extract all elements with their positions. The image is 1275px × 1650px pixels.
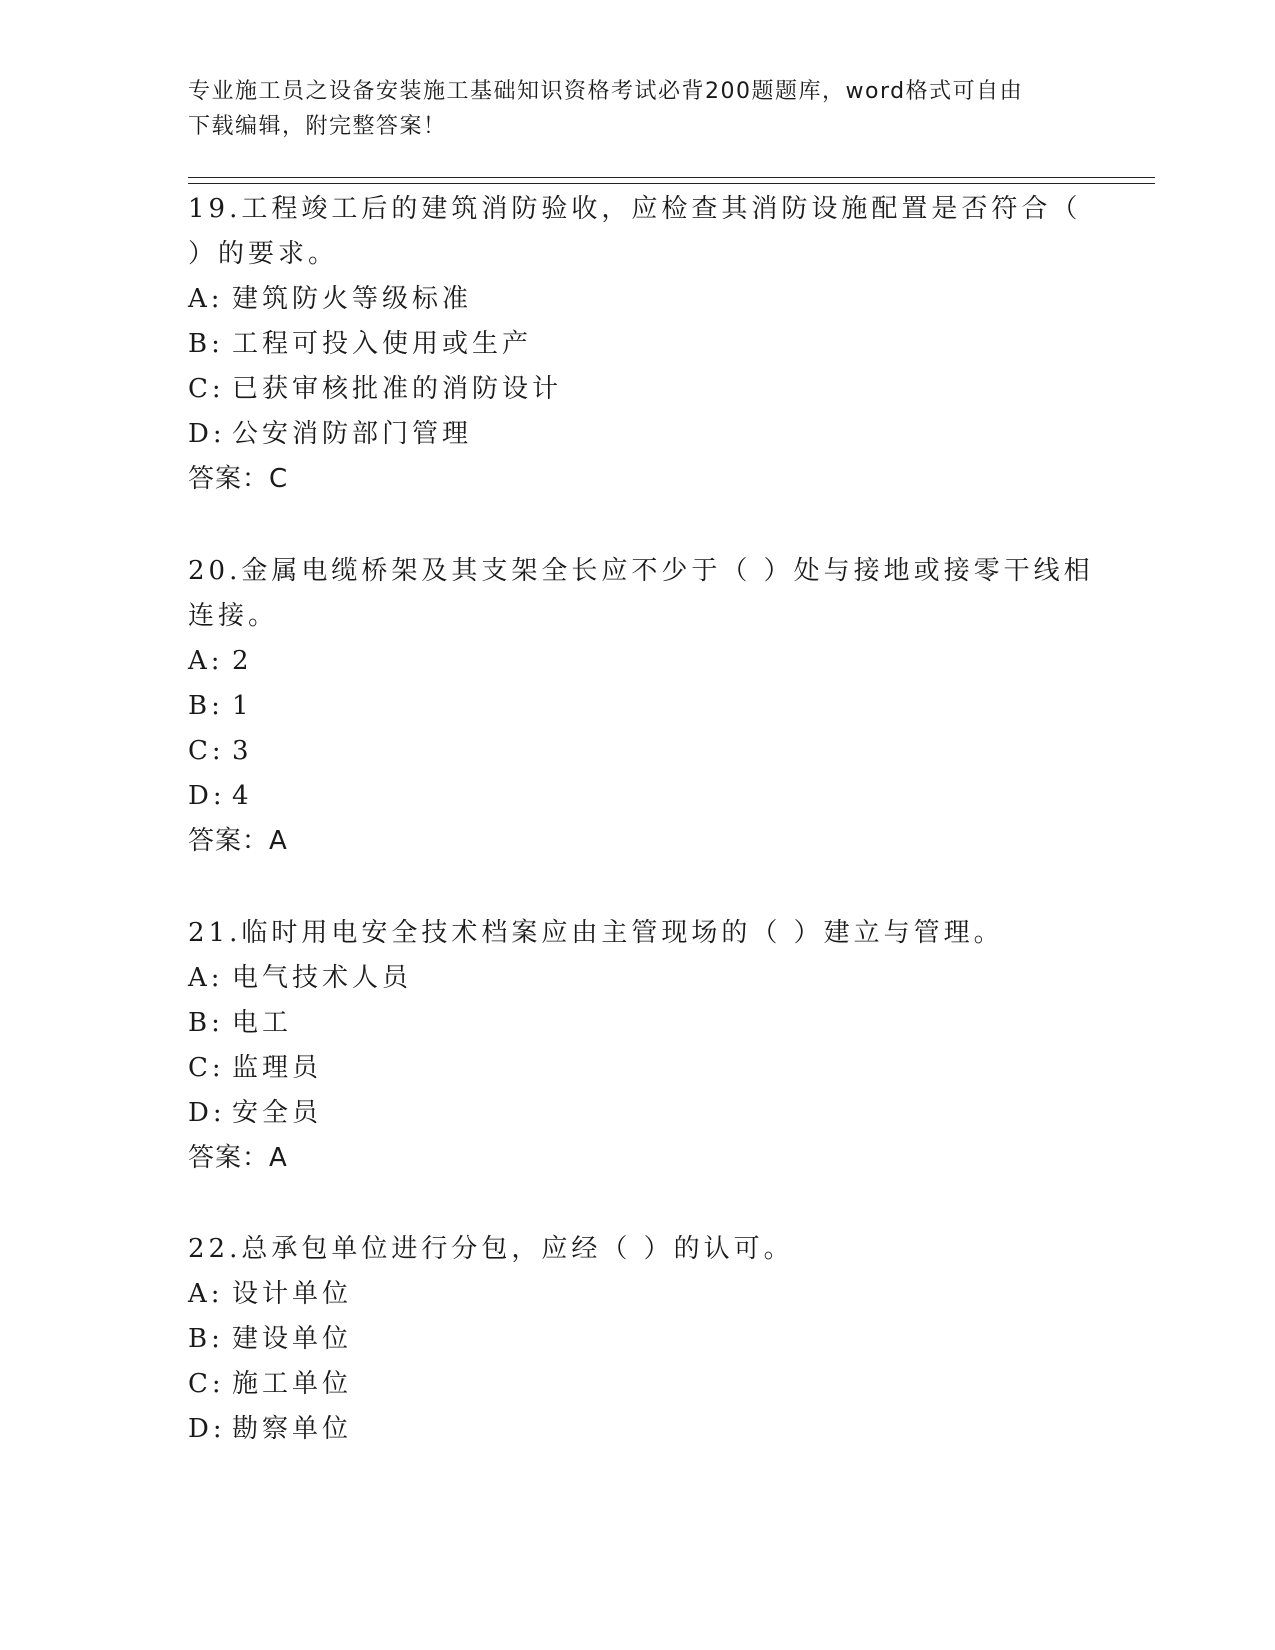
option-c bbox=[188, 1046, 1108, 1091]
option-b bbox=[188, 1001, 1108, 1046]
document-header bbox=[188, 74, 1088, 144]
option-text: 3 bbox=[232, 736, 253, 766]
option-letter: B: bbox=[188, 329, 224, 359]
option-text: 公安消防部门管理 bbox=[232, 419, 473, 449]
option-c bbox=[188, 367, 1108, 412]
option-text: 工程可投入使用或生产 bbox=[232, 329, 533, 359]
option-text: 安全员 bbox=[232, 1098, 323, 1128]
option-b bbox=[188, 684, 1108, 729]
option-text: 已获审核批准的消防设计 bbox=[232, 374, 563, 404]
option-c bbox=[188, 1362, 1108, 1407]
question-22 bbox=[188, 1227, 1108, 1452]
option-letter: C: bbox=[188, 1053, 225, 1083]
option-text: 建筑防火等级标准 bbox=[232, 284, 473, 314]
answer-label: 答案：C bbox=[188, 464, 289, 494]
option-c bbox=[188, 729, 1108, 774]
question-20 bbox=[188, 549, 1108, 864]
option-letter: D: bbox=[188, 1414, 226, 1444]
option-letter: A: bbox=[188, 1279, 224, 1309]
question-stem-line: 21.临时用电安全技术档案应由主管现场的（ ）建立与管理。 bbox=[188, 918, 1004, 948]
question-21 bbox=[188, 911, 1108, 1181]
header-divider-top bbox=[188, 177, 1155, 178]
question-stem-line: 连接。 bbox=[188, 601, 279, 631]
option-d bbox=[188, 774, 1108, 819]
question-stem-line: 19.工程竣工后的建筑消防验收，应检查其消防设施配置是否符合（ bbox=[188, 194, 1082, 224]
option-a bbox=[188, 277, 1108, 322]
option-text: 勘察单位 bbox=[232, 1414, 353, 1444]
option-a bbox=[188, 1272, 1108, 1317]
option-text: 设计单位 bbox=[232, 1279, 353, 1309]
option-letter: D: bbox=[188, 419, 226, 449]
option-letter: D: bbox=[188, 1098, 226, 1128]
option-text: 电工 bbox=[232, 1008, 293, 1038]
option-letter: B: bbox=[188, 1324, 224, 1354]
option-d bbox=[188, 1091, 1108, 1136]
option-letter: C: bbox=[188, 1369, 225, 1399]
option-a bbox=[188, 639, 1108, 684]
question-stem-line: ）的要求。 bbox=[188, 239, 339, 269]
option-b bbox=[188, 1317, 1108, 1362]
header-line-2: 下载编辑，附完整答案！ bbox=[188, 114, 447, 139]
option-a bbox=[188, 956, 1108, 1001]
question-stem-line: 20.金属电缆桥架及其支架全长应不少于（ ）处与接地或接零干线相 bbox=[188, 556, 1094, 586]
option-letter: A: bbox=[188, 284, 224, 314]
question-19 bbox=[188, 187, 1108, 502]
option-d bbox=[188, 1407, 1108, 1452]
answer-label: 答案：A bbox=[188, 826, 288, 856]
option-letter: C: bbox=[188, 736, 225, 766]
option-text: 2 bbox=[232, 646, 253, 676]
option-d bbox=[188, 412, 1108, 457]
option-text: 电气技术人员 bbox=[232, 963, 413, 993]
option-text: 施工单位 bbox=[232, 1369, 353, 1399]
option-text: 监理员 bbox=[232, 1053, 323, 1083]
option-letter: B: bbox=[188, 691, 224, 721]
option-text: 建设单位 bbox=[232, 1324, 353, 1354]
header-line-1: 专业施工员之设备安装施工基础知识资格考试必背200题题库，word格式可自由 bbox=[188, 79, 1024, 104]
option-text: 1 bbox=[232, 691, 253, 721]
option-letter: A: bbox=[188, 963, 224, 993]
option-letter: A: bbox=[188, 646, 224, 676]
option-text: 4 bbox=[232, 781, 253, 811]
option-letter: C: bbox=[188, 374, 225, 404]
option-letter: D: bbox=[188, 781, 226, 811]
question-stem-line: 22.总承包单位进行分包，应经（ ）的认可。 bbox=[188, 1234, 794, 1264]
answer-label: 答案：A bbox=[188, 1143, 288, 1173]
option-b bbox=[188, 322, 1108, 367]
header-divider-bottom bbox=[188, 183, 1155, 184]
option-letter: B: bbox=[188, 1008, 224, 1038]
